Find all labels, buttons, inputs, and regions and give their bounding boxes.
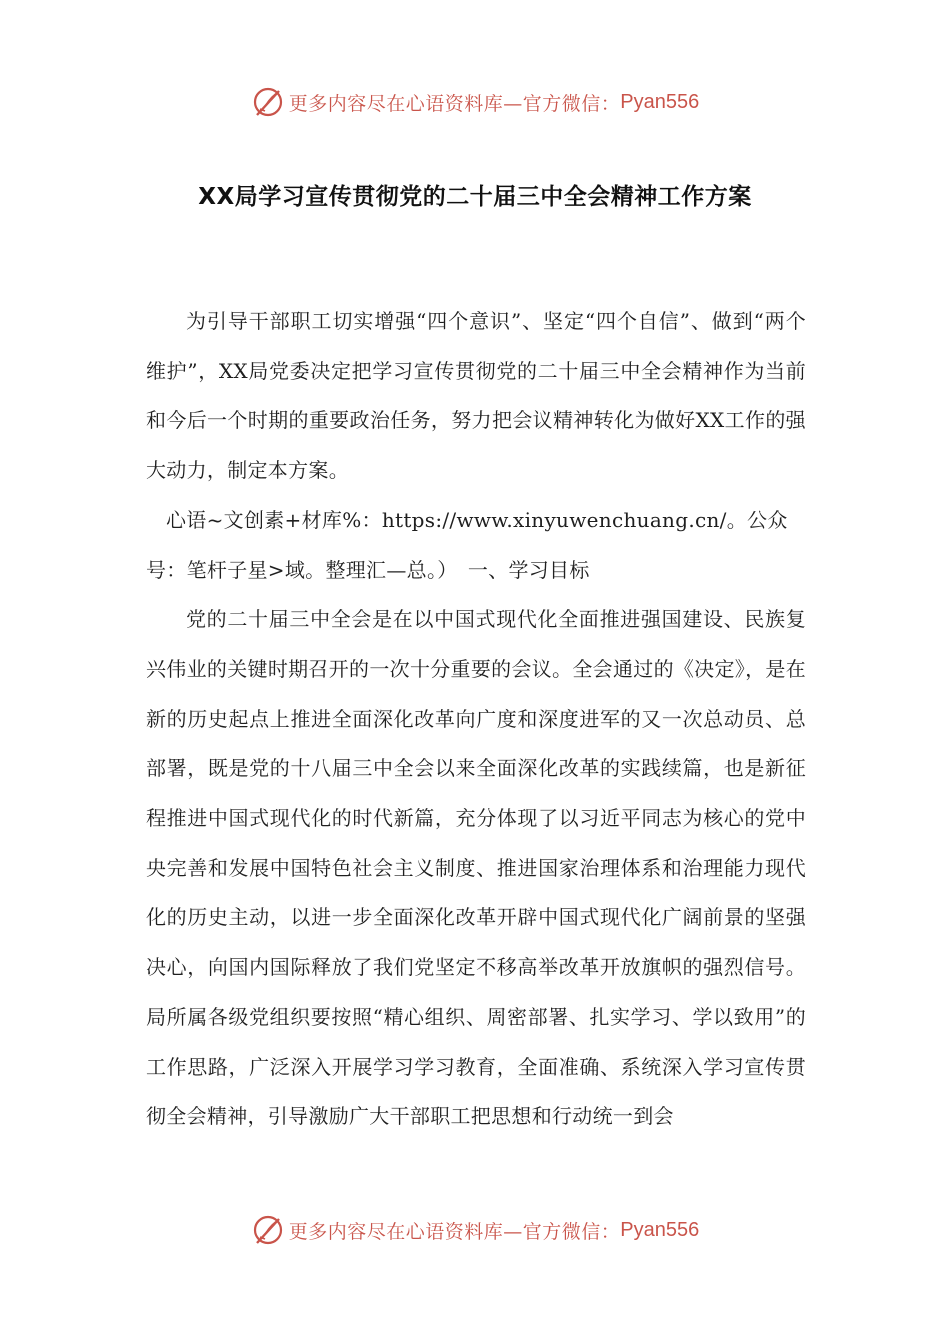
body-paragraph: 党的二十届三中全会是在以中国式现代化全面推进强国建设、民族复兴伟业的关键时期召开的一次十分重要的会议。全会通过的《决定》，是在新的历史起点上推进全面深化改革向广度和深度进军的又一次总动员、总部署，既是党的十八届三中全会以来全面深化改革的实践续篇，也是新征程推进中国式现代化的时代新篇，充分体现了以习近平同志为核心的党中央完善和发展中国特色社会主义制度、推进国家治理体系和治理能力现代化的历史主动，以进一步全面深化改革开辟中国式现代化广阔前景的坚强决心，向国内国际释放了我们党坚定不移高举改革开放旗帜的强烈信号。局所属各级党组织要按照“精心组织、周密部署、扎实学习、学以致用”的工作思路，广泛深入开展学习学习教育，全面准确、系统深入学习宣传贯彻全会精神，引导激励广大干部职工把思想和行动统一到会 xyxy=(146,607,806,1129)
watermark-wechat-id: Pyan556 xyxy=(620,90,700,113)
document-title: XX局学习宣传贯彻党的二十届三中全会精神工作方案 xyxy=(198,184,752,210)
quill-pen-icon xyxy=(251,85,285,119)
intro-paragraph: 为引导干部职工切实增强“四个意识”、坚定“四个自信”、做到“两个维护”，XX局党委决定把学习宣传贯彻党的二十届三中全会精神作为当前和今后一个时期的重要政治任务，努力把会议精神转化为做好XX工作的强大动力，制定本方案。 xyxy=(146,309,806,483)
source-note: 心语~文创素+材库%：https://www.xinyuwenchuang.cn/。公众号：笔杆子星>域。整理汇—总。） 一、学习目标 xyxy=(146,507,788,582)
watermark-banner-top xyxy=(0,82,950,122)
watermark-text: 更多内容尽在心语资料库—官方微信： xyxy=(288,1220,621,1243)
document-body xyxy=(146,297,806,1142)
watermark-wechat-id: Pyan556 xyxy=(620,1218,700,1241)
quill-pen-icon xyxy=(251,1213,285,1247)
watermark-text: 更多内容尽在心语资料库—官方微信： xyxy=(288,92,621,115)
watermark-banner-bottom xyxy=(0,1210,950,1250)
